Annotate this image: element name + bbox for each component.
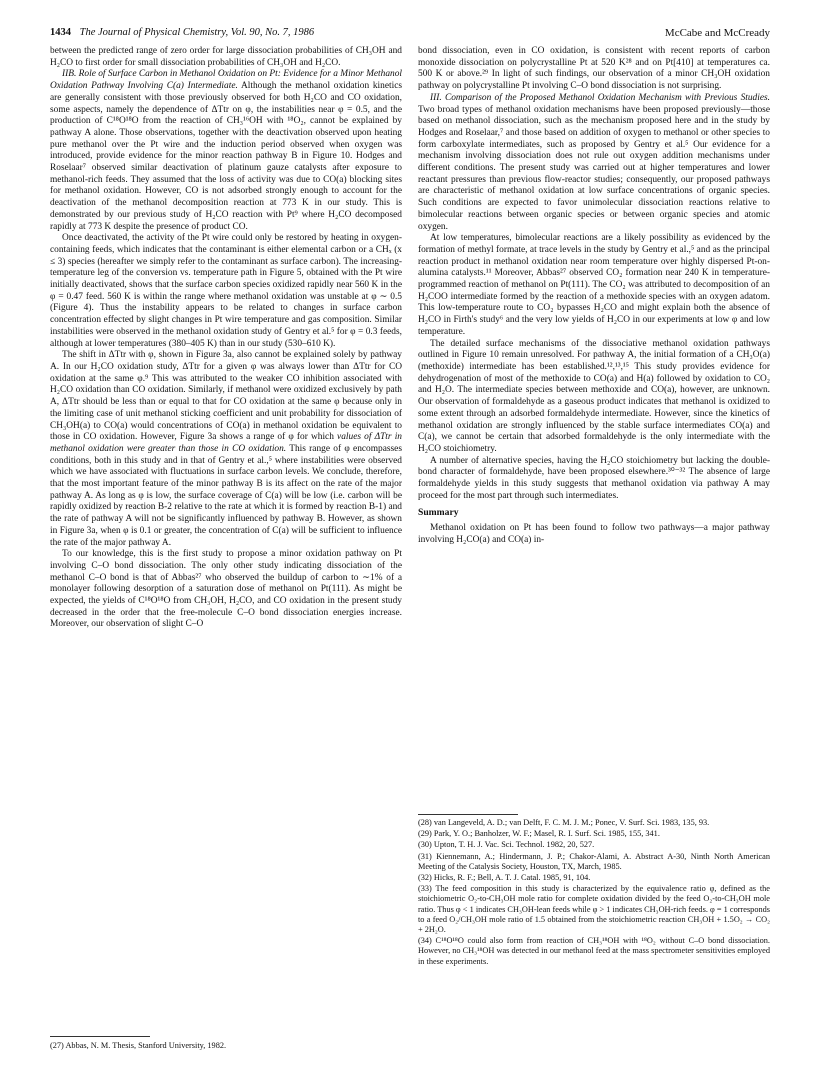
reference-item: (34) C¹⁸O¹⁸O could also form from reaction of CH₃¹⁸OH with ¹⁸O₂ without C–O bond dissociation. However, no CH₃¹⁸OH was detected in our methanol feed at the mass spectrometer sensitivities employed in these experiments.: [418, 936, 770, 966]
reference-item: (28) van Langeveld, A. D.; van Delft, F. C. M. J. M.; Ponec, V. Surf. Sci. 1983, 135, 93.: [418, 818, 710, 827]
reference-item: (29) Park, Y. O.; Banholzer, W. F.; Masel, R. I. Surf. Sci. 1985, 155, 341.: [418, 829, 660, 839]
paragraph: A number of alternative species, having the H₂CO stoichiometry but lacking the double-bond character of formaldehyde, have been proposed elsewhere.³⁰⁻³² The absence of large formaldehyde yields in this study suggests that methanol oxidation via pathway A may proceed for the most part through such intermediates.: [418, 455, 770, 501]
footnote-27: (27) Abbas, N. M. Thesis, Stanford University, 1982.: [50, 1041, 227, 1050]
paragraph: between the predicted range of zero order for large dissociation probabilities of CH₃OH and H₂CO to first order for small dissociation probabilities of CH₃OH and H₂CO.: [50, 46, 402, 68]
journal-citation: The Journal of Physical Chemistry, Vol. 90, No. 7, 1986: [79, 27, 315, 38]
emphasized-text: values of ΔTtr in methanol oxidation were greater than those in CO oxidation.: [50, 432, 402, 454]
footnote-divider: [50, 1036, 150, 1037]
running-authors: McCabe and McCready: [664, 27, 770, 39]
reference-item: (32) Hicks, R. F.; Bell, A. T. J. Catal. 1985, 91, 104.: [418, 873, 591, 883]
paragraph-text: This range of φ encompasses conditions, both in this study and in that of Gentry et al.,⁵ where instabilities were observed which we have associated with fluctuations in surface carbon levels. We conclude, therefore, that the most important feature of the minor pathway B is its affect on the rate of the major pathway A. As long as φ is low, the surface coverage of C(a) will be low (i.e. carbon will be rapidly oxidized by reaction B-2 relative to the rate at which it is formed by reaction B-1) and the rate of pathway A will not be significantly influenced by pathway B. However, as shown in Figure 3a, when φ is 0.1 or greater, the concentration of C(a) will be sufficient to influence the rate of the major pathway A.: [50, 443, 402, 548]
reference-item: (33) The feed composition in this study is characterized by the equivalence ratio φ, defined as the stoichiometric O₂-to-CH₃OH mole ratio for complete oxidation divided by the feed O₂-to-CH₃OH mole ratio. Thus φ < 1 indicates CH₃OH-lean feeds while φ > 1 indicates CH₃OH-rich feeds. φ = 1 corresponds to a feed O₂/CH₃OH mole ratio of 1.5 obtained from the stoichiometric reaction CH₃OH + 1.5O₂ → CO₂ + 2H₂O.: [418, 884, 770, 935]
section-iii-paragraph: [418, 93, 770, 233]
paragraph-text: Although the methanol oxidation kinetics are generally consistent with those previously observed for both H₂CO and CO oxidation, some aspects, namely the dependence of ΔTtr on φ, the instabilities near φ = 0.5, and the production of C¹⁸O¹⁸O from the reaction of CH₃¹⁶OH with ¹⁸O₂, cannot be explained by pathway A alone. Those observations, together with the deactivation observed upon heating pure methanol over the Pt wire and the induction period observed when oxygen was introduced, provide evidence for the minor reaction pathway B in Figure 10. Hodges and Roselaar⁷ observed similar deactivation of platinum gauze catalysts after exposure to methanol-rich feeds. They assumed that the loss of activity was due to CO(a) blocking sites for methanol oxidation. However, CO is not adsorbed strongly enough to account for the deactivation of the methanol decomposition reaction at 773 K in our study. This is demonstrated by our previous study of H₂CO reaction with Pt⁹ where H₂CO decomposed rapidly at 773 K despite the presence of product CO.: [50, 81, 402, 232]
paragraph-text: The shift in ΔTtr with φ, shown in Figure 3a, also cannot be explained solely by pathway A. In our H₂CO oxidation study, ΔTtr for a given φ was always lower than ΔTtr for CO oxidation at the same φ.⁹ This was attributed to the weaker CO inhibition associated with H₂CO oxidation than CO oxidation. Similarly, if methanol were oxidized exclusively by path A, ΔTtr should be less than or equal to that for CO oxidation at the same φ because only in the limiting case of unit methanol sticking coefficient and unit probability for dissociation of CH₃OH(a) to CO(a) would concentrations of CO(a) in methanol oxidation be equivalent to those in CO oxidation. However, Figure 3a shows a range of φ for which: [50, 350, 402, 443]
paragraph: Once deactivated, the activity of the Pt wire could only be restored by heating in oxygen-containing feeds, which indicates that the contaminant is either elemental carbon or a CHₓ (x ≤ 3) species (hereafter we simply refer to the contaminant as surface carbon). The increasing-temperature leg of the conversion vs. temperature path in Figure 5, obtained with the Pt wire initially deactivated, shows that the surface carbon species oxidized rapidly near 560 K in the φ = 0.47 feed. 560 K is within the range where methanol oxidation was unstable at φ ∼ 0.5 (Figure 4). Thus the instability appears to be related to changes in surface carbon concentration effected by slight changes in Pt wire temperature and gas composition. Similar instabilities were observed in the methanol oxidation study of Gentry et al.⁵ for φ = 0.3 feeds, although at lower temperatures (380–405 K) than in our study (530–610 K).: [50, 233, 402, 349]
summary-paragraph: Methanol oxidation on Pt has been found to follow two pathways—a major pathway involving H₂CO(a) and CO(a) in-: [418, 523, 770, 545]
page-number: 1434: [50, 27, 71, 38]
section-iib-heading: IIB. Role of Surface Carbon in Methanol Oxidation on Pt: Evidence for a Minor Methanol Oxidation Pathway Involving C(a) Intermediate.: [50, 69, 402, 92]
reference-item: (31) Kiennemann, A.; Hindermann, J. P.; Chakor-Alami, A. Abstract A-30, Ninth North American Meeting of the Catalysis Society, Houston, TX, March, 1985.: [418, 851, 770, 871]
section-iib-paragraph: [50, 69, 402, 233]
section-iii-heading: III. Comparison of the Proposed Methanol Oxidation Mechanism with Previous Studies.: [430, 92, 770, 103]
paragraph: bond dissociation, even in CO oxidation, is consistent with recent reports of carbon monoxide dissociation on polycrystalline Pt at 520 K²⁸ and on Pt[410] at temperatures ca. 500 K or above.²⁹ In light of such findings, our observation of a minor CH₃OH oxidation pathway on polycrystalline Pt involving C–O bond dissociation is not surprising.: [418, 46, 770, 92]
page-header: [50, 26, 770, 40]
references-list: [418, 818, 770, 968]
paragraph: The detailed surface mechanisms of the dissociative methanol oxidation pathways outlined in Figure 10 remain unresolved. For pathway A, the initial formation of a CH₃O(a) (methoxide) intermediate has been established.¹²,¹³,¹⁵ This study provides evidence for dehydrogenation of most of the methoxide to CO(a) and H(a) followed by oxidation to CO₂ and H₂O. The intermediate species between methoxide and CO(a), however, are unknown. Our observation of formaldehyde as a gaseous product indicates that methanol is oxidized to some extent through an adsorbed formaldehyde intermediate. However, since the kinetics of methanol oxidation are strongly influenced by the stable surface intermediates CO(a) and C(a), we cannot be certain that adsorbed formaldehyde is the only intermediate with the H₂CO stoichiometry.: [418, 338, 770, 454]
reference-item: (30) Upton, T. H. J. Vac. Sci. Technol. 1982, 20, 527.: [418, 840, 595, 850]
paragraph-text: Two broad types of methanol oxidation mechanisms have been proposed previously—those based on methanol dissociation, such as the mechanism proposed here and in the study by Hodges and Roselaar,⁷ and those based on addition of oxygen to methanol or other species to form carboxylate intermediates, such as proposed by Gentry et al.⁵ Our evidence for a mechanism involving dissociation does not rule out oxygen addition mechanisms under different conditions. The present study was carried out at higher temperatures and lower reactant pressures than previous flow-reactor studies; consequently, our proposed pathways are characteristic of methanol oxidation at low surface concentrations of organic species. Such conditions are expected to favor unimolecular dissociation reactions relative to bimolecular reactions between organic species or between organic species and atomic oxygen.: [418, 104, 770, 232]
left-column: [50, 46, 402, 631]
right-column: [418, 46, 770, 547]
summary-heading: Summary: [418, 507, 459, 519]
paragraph: To our knowledge, this is the first study to propose a minor oxidation pathway on Pt involving C–O bond dissociation. The only other study indicating dissociation of the methanol C–O bond is that of Abbas²⁷ who observed the buildup of carbon to ∼1% of a monolayer following desorption of a saturation dose of methanol on Pt(111). As might be expected, the yields of C¹⁸O¹⁸O from CH₃OH, H₂CO, and CO oxidation in the present study decreased in the order that the free-molecule C–O bond dissociation energies increase. Moreover, our observation of slight C–O: [50, 549, 402, 630]
paragraph: At low temperatures, bimolecular reactions are a likely possibility as evidenced by the formation of methyl formate, at trace levels in the study by Gentry et al.,⁵ and as the principal reaction product in methanol oxidation near room temperature over highly dispersed Pt-on-alumina catalysts.¹¹ Moreover, Abbas²⁷ observed CO₂ formation near 240 K in temperature-programmed reaction of methanol on Pt(111). The CO₂ was attributed to decomposition of an H₂COO intermediate formed by the reaction of a methoxide species with an oxygen adatom. This low-temperature route to CO₂ bypasses H₂CO and might explain both the absence of H₂CO in Firth's study⁶ and the very low yields of H₂CO in our experiments at low φ and low temperature.: [418, 233, 770, 337]
references-divider: [418, 814, 518, 815]
paragraph: [50, 350, 402, 549]
